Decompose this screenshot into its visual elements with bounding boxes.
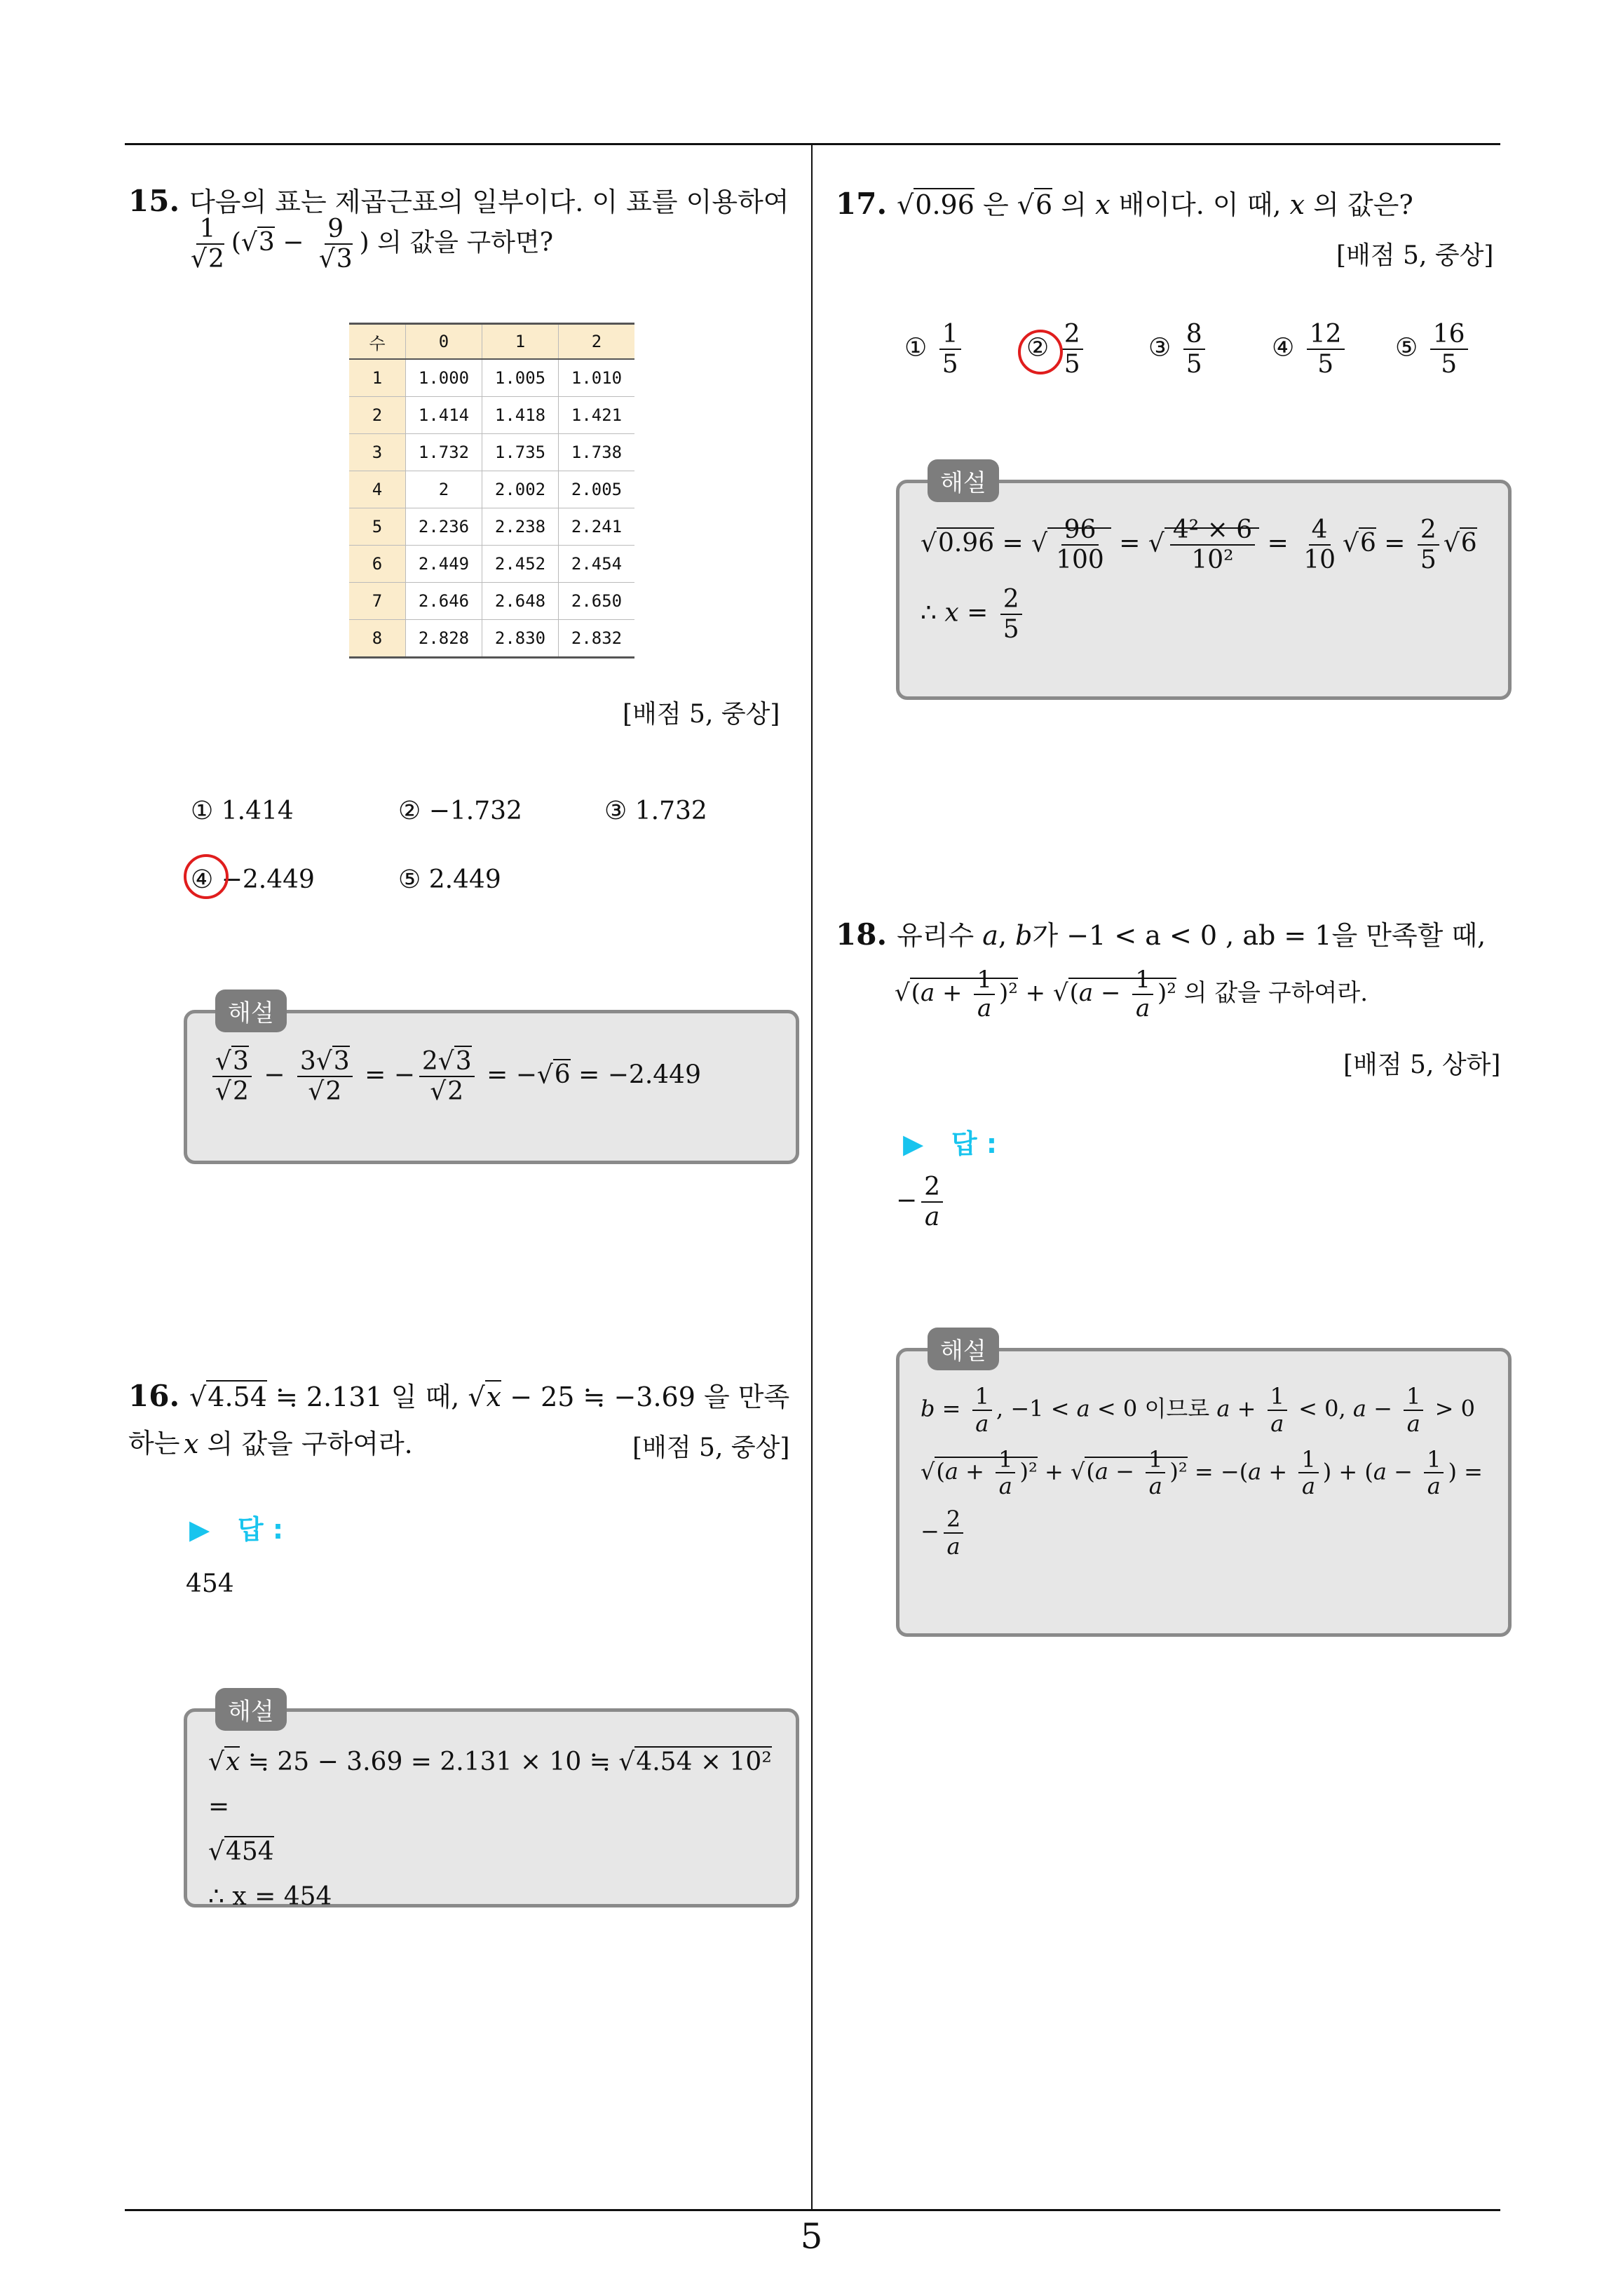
choice-2[interactable]: ② −1.732 — [398, 797, 522, 825]
answer-label: ▶ 답 : — [189, 1514, 284, 1545]
table-row — [349, 434, 634, 471]
question-number: 16. — [128, 1379, 180, 1413]
table-cell: 1.732 — [406, 434, 482, 471]
table-cell: 2.832 — [559, 620, 635, 658]
table-cell: 1.414 — [406, 397, 482, 434]
table-row — [349, 508, 634, 546]
table-cell: 2.005 — [559, 471, 635, 508]
table-cell: 1.418 — [482, 397, 559, 434]
question-17: 17. √0.96 은 √6 의 x 배이다. 이 때, x 의 값은? — [836, 187, 1413, 221]
explanation-text: √x ≒ 25 − 3.69 = 2.131 × 10 ≒ √4.54 × 10² = √454 ∴ x = 454 — [208, 1748, 772, 1911]
table-row — [349, 546, 634, 583]
question-tail: 의 값을 구하면? — [377, 228, 554, 257]
question-number: 15. — [128, 184, 180, 218]
explanation-label: 해설 — [215, 990, 287, 1032]
table-cell: 3 — [349, 434, 406, 471]
table-header-1: 1 — [482, 324, 559, 360]
table-cell: 2.828 — [406, 620, 482, 658]
table-cell: 1.735 — [482, 434, 559, 471]
choice-4[interactable]: ④ −2.449 — [191, 865, 315, 894]
choice-3[interactable]: ③ $\frac{8}{5}$ — [1148, 320, 1209, 379]
table-row — [349, 397, 634, 434]
square-root-table — [349, 323, 634, 659]
choice-5[interactable]: ⑤ $\frac{16}{5}$ — [1395, 320, 1472, 379]
table-cell: 1.421 — [559, 397, 635, 434]
table-cell: 2.454 — [559, 546, 635, 583]
explanation-text: b = $\frac{1}{a}$ , −1 < a < 0 이므로 a + $\frac{1}{a}$ < 0, a − $\frac{1}{a}$ > 0 √(a + $\frac{1}{a}$ )² + √(a − $\frac{1}{a}$ )² = −(a + $\frac{1}{a}$ ) + (a − $\frac{1}{a}$ ) = − $\frac{2}{a}$ — [921, 1383, 1483, 1560]
table-header-0: 0 — [406, 324, 482, 360]
table-cell: 8 — [349, 620, 406, 658]
table-cell: 2.236 — [406, 508, 482, 546]
question-15-expression: $\frac{1}{√2}$ (√3 − $\frac{9}{√3}$ ) 의 값을 구하면? — [191, 215, 554, 274]
table-cell: 1 — [349, 359, 406, 397]
table-cell: 2.002 — [482, 471, 559, 508]
table-cell: 2.648 — [482, 583, 559, 620]
table-header-2: 2 — [559, 324, 635, 360]
explanation-label: 해설 — [928, 1328, 999, 1370]
table-cell: 2.452 — [482, 546, 559, 583]
table-cell: 2.238 — [482, 508, 559, 546]
choice-4[interactable]: ④ $\frac{12}{5}$ — [1272, 320, 1349, 379]
table-cell: 2.830 — [482, 620, 559, 658]
table-cell: 2.449 — [406, 546, 482, 583]
question-18-expression: √(a + $\frac{1}{a}$ )² + √(a − $\frac{1}{a}$ )² 의 값을 구하여라. — [895, 966, 1369, 1023]
table-cell: 1.738 — [559, 434, 635, 471]
table-cell: 7 — [349, 583, 406, 620]
page-number: 5 — [800, 2216, 823, 2257]
question-16: 16. √4.54 ≒ 2.131 일 때, √x − 25 ≒ −3.69 을 만족하는 — [128, 1379, 790, 1459]
choice-1[interactable]: ① 1.414 — [191, 797, 294, 825]
table-cell: 2.646 — [406, 583, 482, 620]
table-cell: 1.000 — [406, 359, 482, 397]
score-label: [배점 5, 중상] — [632, 1433, 790, 1462]
explanation-label: 해설 — [928, 459, 999, 502]
table-row — [349, 620, 634, 658]
answer-label: ▶ 답 : — [903, 1128, 998, 1159]
explanation-text: √0.96 = √ $\frac{96}{100}$ = √ $\frac{\text{4² × 6}}{\text{10²}}$ = $\frac{4}{10}$ √6 = $\frac{2}{5}$ √6 ∴ x = $\frac{2}{5}$ — [921, 515, 1477, 644]
table-cell: 1.010 — [559, 359, 635, 397]
table-cell: 1.005 — [482, 359, 559, 397]
table-cell: 6 — [349, 546, 406, 583]
explanation-label: 해설 — [215, 1688, 287, 1731]
choice-1[interactable]: ① $\frac{1}{5}$ — [904, 320, 965, 379]
explanation-text: $\frac{√3}{√2}$ − $\frac{3√3}{√2}$ = − $\frac{2√3}{√2}$ = −√6 = −2.449 — [208, 1047, 779, 1107]
explanation-box-16 — [184, 1698, 799, 1911]
question-16-line2: x 의 값을 구하여라. — [184, 1429, 413, 1459]
selected-answer-mark — [1018, 330, 1063, 374]
question-18: 18. 유리수 a, b가 −1 < a < 0 , ab = 1을 만족할 때, — [836, 917, 1486, 952]
choice-3[interactable]: ③ 1.732 — [604, 797, 707, 825]
table-cell: 2 — [349, 397, 406, 434]
choice-2[interactable]: ② $\frac{2}{5}$ — [1026, 320, 1087, 379]
column-divider — [811, 144, 813, 2210]
choice-5[interactable]: ⑤ 2.449 — [398, 865, 501, 894]
explanation-box-17 — [896, 469, 1512, 700]
question-number: 17. — [836, 187, 888, 221]
score-label: [배점 5, 중상] — [1336, 241, 1494, 270]
table-row — [349, 583, 634, 620]
explanation-box-15 — [184, 999, 799, 1164]
table-cell: 5 — [349, 508, 406, 546]
explanation-box-18 — [896, 1337, 1512, 1637]
bottom-rule — [125, 2209, 1500, 2211]
score-label: [배점 5, 중상] — [623, 700, 780, 729]
table-cell: 2 — [406, 471, 482, 508]
score-label: [배점 5, 상하] — [1343, 1051, 1501, 1079]
answer-value: − $\frac{2}{a}$ — [896, 1173, 947, 1232]
table-row — [349, 359, 634, 397]
selected-answer-mark — [184, 854, 229, 899]
table-row — [349, 471, 634, 508]
answer-value: 454 — [186, 1569, 234, 1598]
question-text: 다음의 표는 제곱근표의 일부이다. 이 표를 이용하여 — [189, 187, 789, 217]
table-cell: 4 — [349, 471, 406, 508]
table-cell: 2.241 — [559, 508, 635, 546]
top-rule — [125, 143, 1500, 145]
table-header-number: 수 — [349, 324, 406, 360]
question-number: 18. — [836, 917, 888, 952]
table-cell: 2.650 — [559, 583, 635, 620]
